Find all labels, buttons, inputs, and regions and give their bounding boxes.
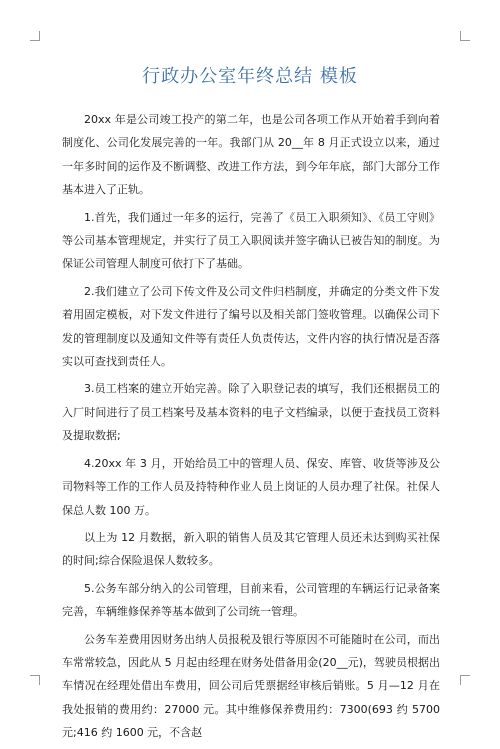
crop-mark-bottom-right — [460, 675, 470, 685]
document-title: 行政办公室年终总结 模板 — [142, 66, 358, 87]
paragraph: 1.首先，我们通过一年多的运行，完善了《员工入职须知》、《员工守则》等公司基本管理规定，并实行了员工入职阅读并签字确认已被告知的制度。为保证公司管理人制度可依打下了基础。 — [62, 210, 440, 271]
paragraph: 4.20xx 年 3 月，开始给员工中的管理人员、保安、库管、收货等涉及公司物料等工作的工作人员及持特种作业人员上岗证的人员办理了社保。社保人保总人数 100 万。 — [62, 456, 440, 517]
paragraph: 3.员工档案的建立开始完善。除了入职登记表的填写，我们还根据员工的入厂时间进行了员工档案号及基本资料的电子文档编录，以便于查找员工资料及提取数据; — [62, 382, 440, 443]
paragraph: 公务车差费用因财务出纳人员报税及银行等原因不可能随时在公司，而出车常常较急，因此从 5 月起由经理在财务处借备用金(20__元)，驾驶员根据出车情况在经理处借出车费用，回公司后凭票据经审核后销账。5 月—12 月在我处报销的费用约：27000 元。其中维修保养费用约：7300(693 约 5700 元;416 约 1600 元，不含赵 — [62, 632, 440, 740]
paragraph: 2.我们建立了公司下传文件及公司文件归档制度，并确定的分类文件下发着用固定模板，对下发文件进行了编号以及相关部门签收管理。以确保公司下发的管理制度以及通知文件等有责任人负责传达，文件内容的执行情况是否落实以可查找到责任人。 — [62, 284, 440, 369]
crop-mark-top-left — [30, 31, 40, 41]
paragraph: 20xx 年是公司竣工投产的第二年，也是公司各项工作从开始着手到向着制度化、公司化发展完善的一年。我部门从 20__年 8 月正式设立以来，通过一年多时间的运作及不断调整、改进工作方法，到今年年底，部门大部分工作基本进入了正轨。 — [62, 113, 440, 197]
document-body — [62, 108, 440, 749]
paragraph: 5.公务车部分纳入的公司管理，目前来看，公司管理的车辆运行记录备案完善，车辆维修保养等基本做到了公司统一管理。 — [62, 581, 440, 619]
crop-mark-bottom-left — [30, 675, 40, 685]
crop-mark-top-right — [460, 31, 470, 41]
paragraph: 以上为 12 月数据，新入职的销售人员及其它管理人员还未达到购买社保的时间;综合保险退保人数较多。 — [62, 530, 440, 568]
